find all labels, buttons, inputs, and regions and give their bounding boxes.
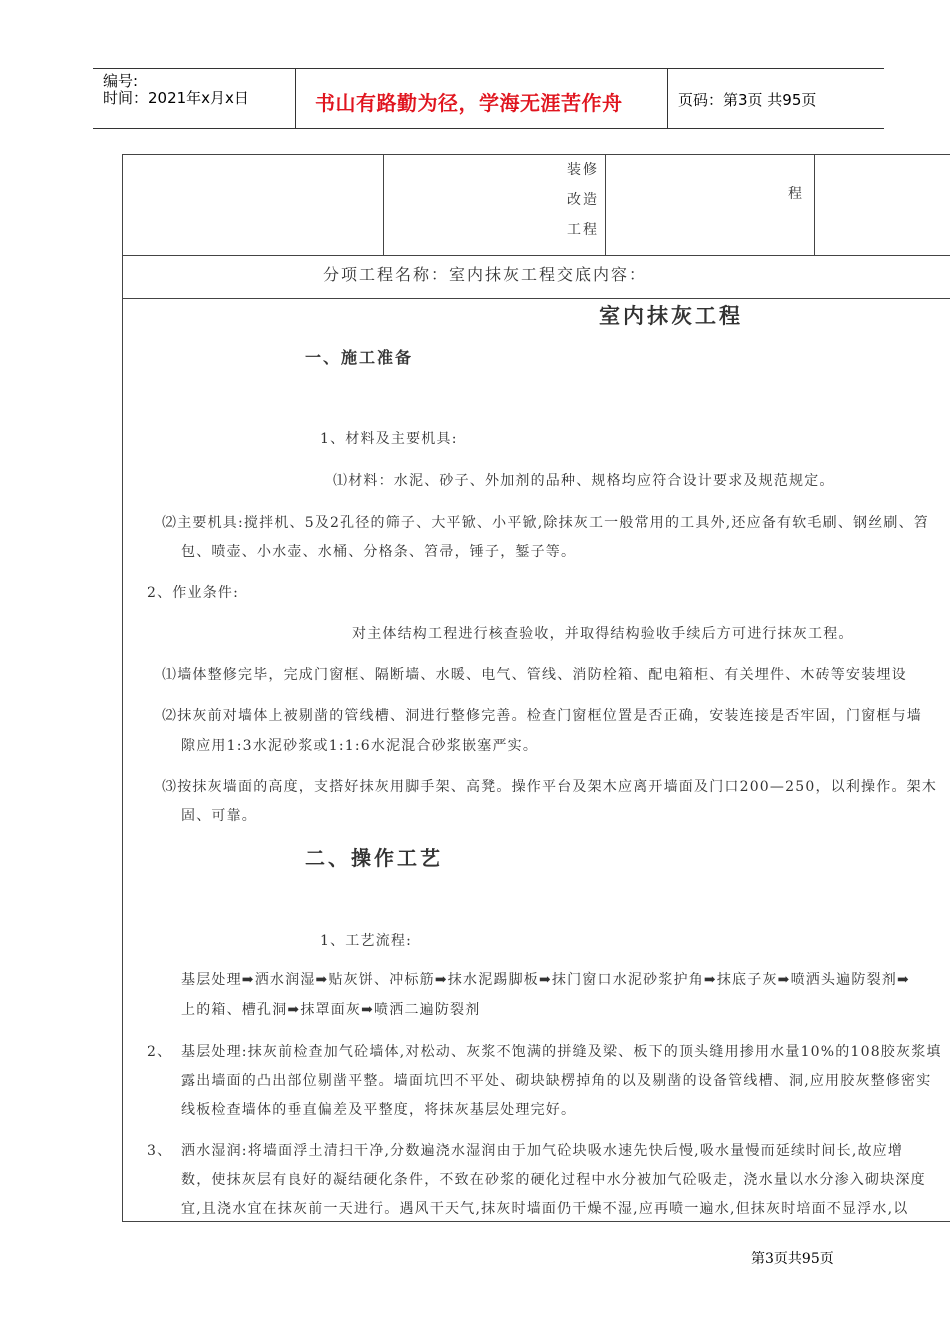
process-heading: 1、工艺流程: (320, 933, 413, 949)
item-1-2-line-2: 包、喷壶、小水壶、水桶、分格条、笤帚，锤子，錾子等。 (181, 544, 577, 560)
wetting-line-3: 宜,且浇水宜在抹灰前一天进行。遇风干天气,抹灰时墙面仍干燥不湿,应再喷一遍水,但抹灰时培面不显浮水,以 (181, 1201, 909, 1217)
base-treatment-line-2: 露出墙面的凸出部位剔凿平整。墙面坑凹不平处、砌块缺楞掉角的以及剔凿的设备管线槽、洞,应用胶灰整修密实 (181, 1073, 932, 1089)
base-treatment-line-1: 基层处理:抹灰前检查加气砼墙体,对松动、灰浆不饱满的拼缝及梁、板下的顶头缝用掺用水量10%的108胶灰浆填 (181, 1044, 942, 1060)
table-col-sep-3 (814, 154, 815, 255)
page-footer: 第3页共95页 (751, 1251, 834, 1267)
cell-project-line-1: 装修 (567, 162, 599, 178)
header-number-label: 编号: (103, 72, 139, 90)
process-line-1: 基层处理➡洒水润湿➡贴灰饼、冲标筋➡抹水泥踢脚板➡抹门窗口水泥砂浆护角➡抹底子灰➡喷洒头遍防裂剂➡ (181, 972, 910, 988)
base-treatment-line-3: 线板检查墙体的垂直偏差及平整度，将抹灰基层处理完好。 (181, 1102, 577, 1118)
table-border-bottom (122, 1221, 950, 1222)
table-border-left (122, 154, 123, 1222)
item-1-1: ⑴材料：水泥、砂子、外加剂的品种、规格均应符合设计要求及规范规定。 (333, 473, 835, 489)
table-row-sep-1 (122, 255, 950, 256)
header-page-label: 页码：第3页 共95页 (678, 91, 817, 109)
item-2-3-line-2: 固、可靠。 (181, 808, 257, 824)
header-divider-right (667, 68, 668, 129)
process-line-2: 上的箱、槽孔洞➡抹罩面灰➡喷洒二遍防裂剂 (181, 1002, 481, 1018)
wetting-number: 3、 (147, 1143, 173, 1159)
item-1-heading: 1、材料及主要机具: (320, 431, 458, 447)
item-2-heading: 2、作业条件: (147, 585, 240, 601)
wetting-line-2: 数，使抹灰层有良好的凝结硬化条件，不致在砂浆的硬化过程中水分被加气砼吸走，浇水量以水分渗入砌块深度 (181, 1172, 926, 1188)
section-1-heading: 一、施工准备 (305, 348, 414, 367)
header-time-label: 时间：2021年x月x日 (103, 89, 249, 107)
section-2-heading: 二、操作工艺 (305, 846, 443, 870)
item-2-1: ⑴墙体整修完毕，完成门窗框、隔断墙、水暖、电气、管线、消防栓箱、配电箱柜、有关埋件、木砖等安装埋设 (162, 667, 907, 683)
content-title: 室内抹灰工程 (599, 303, 743, 328)
table-border-top (122, 154, 950, 155)
item-1-2-line-1: ⑵主要机具:搅拌机、5及2孔径的筛子、大平锨、小平锨,除抹灰工一般常用的工具外,还应备有软毛刷、钢丝刷、笤 (162, 515, 930, 531)
subtitle-row: 分项工程名称：室内抹灰工程交底内容： (323, 265, 648, 284)
cell-col3-text: 程 (788, 186, 804, 202)
item-2-3-line-1: ⑶按抹灰墙面的高度，支搭好抹灰用脚手架、高凳。操作平台及架木应离开墙面及门口200—250，以利操作。架木 (162, 779, 938, 795)
wetting-line-1: 洒水湿润:将墙面浮土清扫干净,分数遍浇水湿润由于加气砼块吸水速先快后慢,吸水量慢而延续时间长,故应增 (181, 1143, 904, 1159)
item-2-intro: 对主体结构工程进行核查验收，并取得结构验收手续后方可进行抹灰工程。 (352, 626, 854, 642)
header-bottom-rule (93, 128, 884, 129)
header-top-rule (93, 68, 884, 69)
cell-project-line-2: 改造 (567, 192, 599, 208)
item-2-2-line-2: 隙应用1:3水泥砂浆或1:1:6水泥混合砂浆嵌塞严实。 (181, 738, 539, 754)
table-col-sep-1 (383, 154, 384, 255)
item-2-2-line-1: ⑵抹灰前对墙体上被剔凿的管线槽、洞进行整修完善。检查门窗框位置是否正确，安装连接是否牢固，门窗框与墙 (162, 708, 922, 724)
table-row-sep-2 (122, 298, 950, 299)
header-motto: 书山有路勤为径，学海无涯苦作舟 (315, 91, 623, 115)
table-col-sep-2 (605, 154, 606, 255)
cell-project-line-3: 工程 (567, 222, 599, 238)
header-divider-left (295, 68, 296, 129)
base-treatment-number: 2、 (147, 1044, 173, 1060)
